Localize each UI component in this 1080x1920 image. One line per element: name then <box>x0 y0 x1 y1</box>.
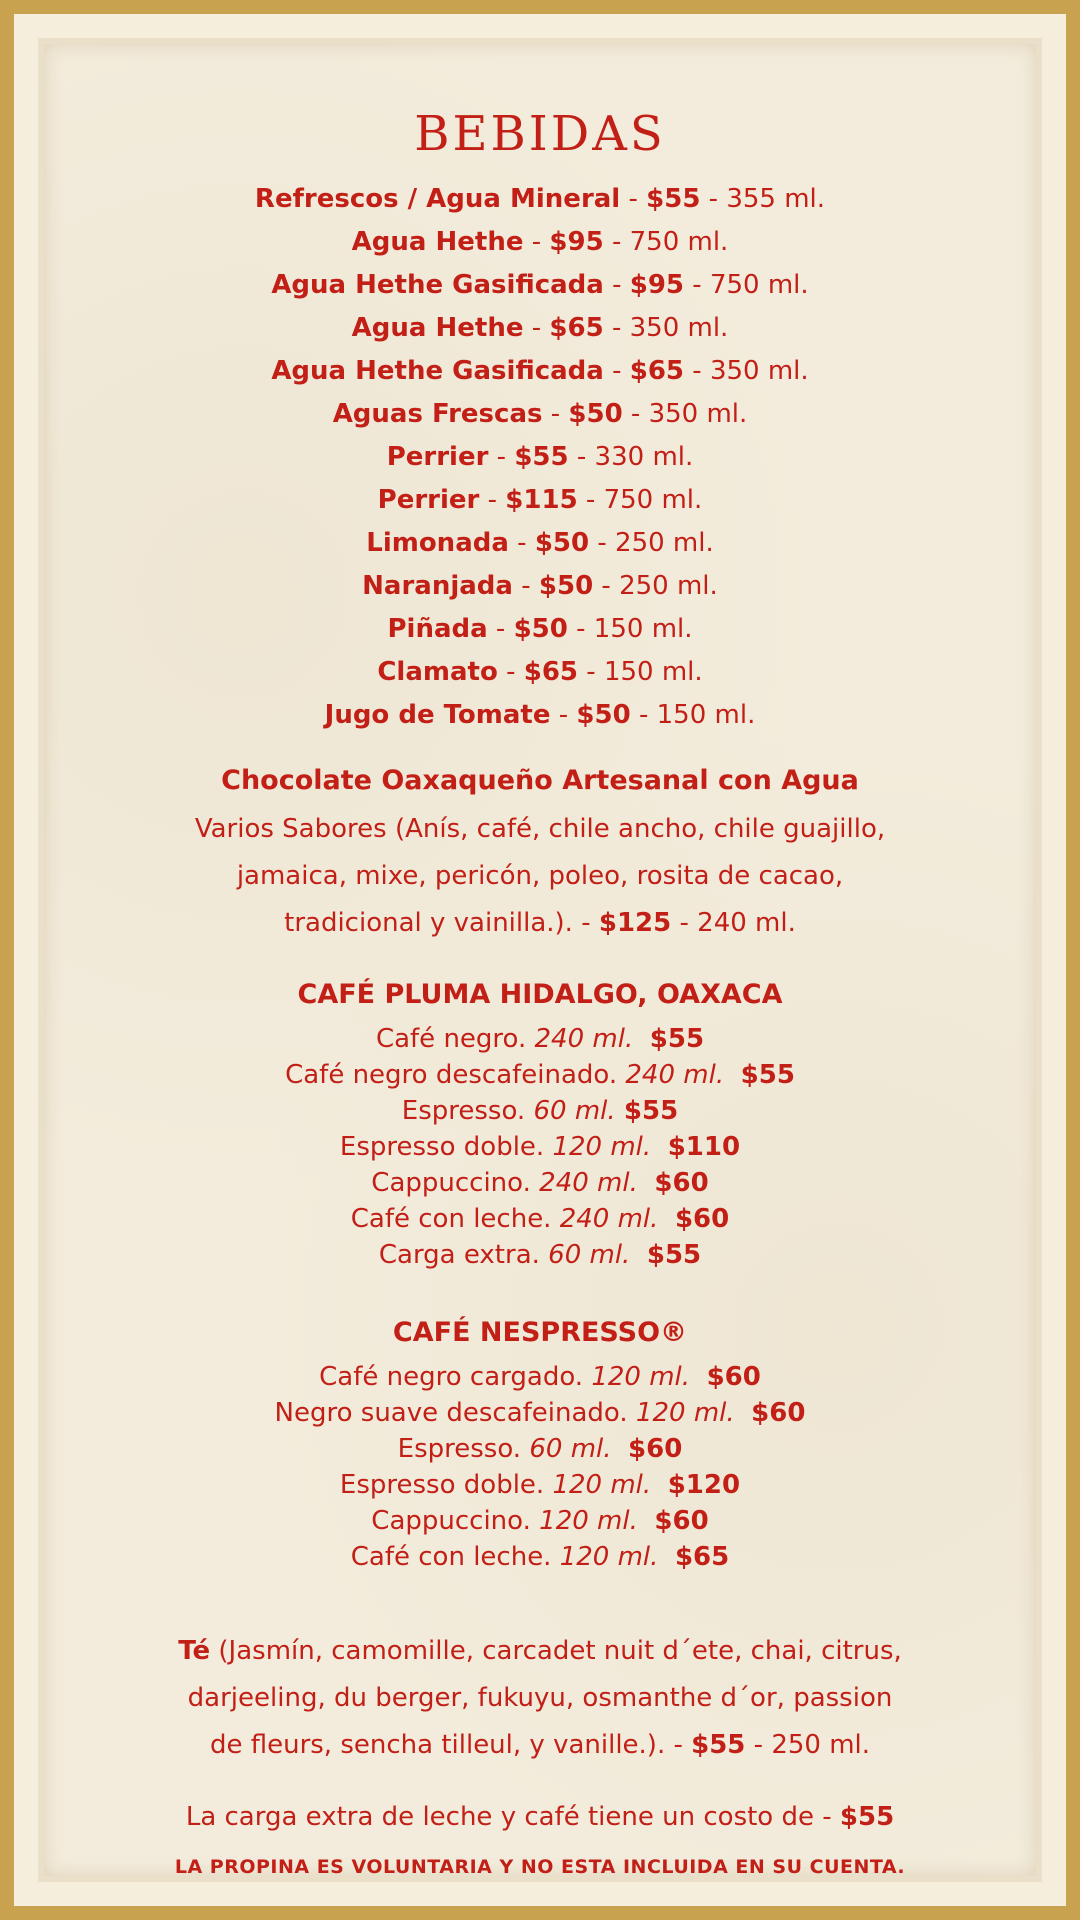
drink-item: Jugo de Tomate - $50 - 150 ml. <box>324 700 756 730</box>
drink-item: Agua Hethe Gasificada - $95 - 750 ml. <box>271 270 809 300</box>
drink-price: $95 <box>629 270 685 300</box>
drink-price: $50 <box>513 614 568 644</box>
coffee-name: Café con leche. <box>350 1542 560 1572</box>
drink-size: 750 ml. <box>709 270 809 300</box>
coffee-size: 240 ml. <box>539 1168 638 1198</box>
coffee-name: Espresso doble. <box>339 1470 553 1500</box>
drink-size: 150 ml. <box>656 700 756 730</box>
drink-size: 350 ml. <box>648 399 748 429</box>
coffee-size: 60 ml. <box>533 1096 616 1126</box>
coffee-price: $110 <box>667 1132 741 1162</box>
drink-item: Aguas Frescas - $50 - 350 ml. <box>332 399 748 429</box>
te-price: $55 <box>691 1730 746 1760</box>
drink-price: $50 <box>568 399 623 429</box>
drink-size: 350 ml. <box>709 356 809 386</box>
coffee-item <box>44 1204 1036 1234</box>
drink-name: Aguas Frescas <box>332 399 543 429</box>
coffee-name: Espresso doble. <box>339 1132 553 1162</box>
coffee-price: $65 <box>674 1542 730 1572</box>
drink-name: Agua Hethe Gasificada <box>271 356 604 386</box>
drink-name: Limonada <box>366 528 509 558</box>
drink-item: Piñada - $50 - 150 ml. <box>387 614 693 644</box>
coffee-name: Café negro. <box>375 1024 535 1054</box>
drink-item: Clamato - $65 - 150 ml. <box>377 657 703 687</box>
coffee-size: 240 ml. <box>559 1204 659 1234</box>
menu-title: BEBIDAS <box>414 106 666 162</box>
coffee-price: $60 <box>706 1362 761 1392</box>
te-desc-text: de fleurs, sencha tilleul, y vanille.). - <box>209 1730 692 1760</box>
drink-name: Naranjada <box>362 571 513 601</box>
coffee-price: $60 <box>628 1434 683 1464</box>
coffee-item <box>44 1240 1036 1270</box>
coffee-size: 120 ml. <box>635 1398 735 1428</box>
drink-name: Clamato <box>377 657 498 687</box>
drink-name: Jugo de Tomate <box>324 700 551 730</box>
drink-item: Perrier - $55 - 330 ml. <box>386 442 694 472</box>
cafe-nespresso-heading: CAFÉ NESPRESSO® <box>392 1317 688 1348</box>
menu-frame <box>14 14 1066 1906</box>
drink-name: Perrier <box>386 442 489 472</box>
drink-size: 150 ml. <box>593 614 693 644</box>
drink-item: Agua Hethe - $65 - 350 ml. <box>351 313 729 343</box>
coffee-size: 120 ml. <box>559 1542 659 1572</box>
coffee-name: Café negro descafeinado. <box>285 1060 626 1090</box>
drink-item: Agua Hethe - $95 - 750 ml. <box>351 227 729 257</box>
cafe-pluma-heading: CAFÉ PLUMA HIDALGO, OAXACA <box>297 979 783 1010</box>
coffee-size: 60 ml. <box>529 1434 612 1464</box>
coffee-name: Negro suave descafeinado. <box>274 1398 636 1428</box>
chocolate-desc-text: tradicional y vainilla.). - <box>284 908 599 938</box>
coffee-name: Cappuccino. <box>371 1506 540 1536</box>
chocolate-size: - 240 ml. <box>671 908 796 938</box>
chocolate-price: $125 <box>598 908 672 938</box>
te-size: - 250 ml. <box>745 1730 871 1760</box>
drink-price: $55 <box>646 184 701 214</box>
extra-charge-text: La carga extra de leche y café tiene un costo de - <box>185 1802 840 1832</box>
drink-name: Perrier <box>377 485 480 515</box>
drink-price: $65 <box>629 356 685 386</box>
coffee-price: $55 <box>740 1060 795 1090</box>
coffee-price: $60 <box>654 1506 709 1536</box>
drink-size: 355 ml. <box>726 184 826 214</box>
drink-item: Agua Hethe Gasificada - $65 - 350 ml. <box>271 356 809 386</box>
drink-price: $50 <box>576 700 631 730</box>
drink-size: 750 ml. <box>629 227 729 257</box>
drink-price: $55 <box>514 442 569 472</box>
coffee-name: Espresso. <box>397 1434 530 1464</box>
chocolate-heading: Chocolate Oaxaqueño Artesanal con Agua <box>221 765 859 796</box>
coffee-item <box>44 1132 1036 1162</box>
coffee-price: $60 <box>654 1168 709 1198</box>
te-desc-line <box>44 1636 1036 1666</box>
menu-content <box>44 44 1036 1876</box>
drink-size: 250 ml. <box>619 571 718 601</box>
drink-price: $95 <box>549 227 604 257</box>
drink-price: $50 <box>538 571 594 601</box>
coffee-size: 120 ml. <box>552 1132 652 1162</box>
coffee-item <box>44 1024 1036 1054</box>
extra-charge-note <box>44 1802 1036 1832</box>
drink-item: Refrescos / Agua Mineral - $55 - 355 ml. <box>254 184 826 214</box>
coffee-name: Café negro cargado. <box>319 1362 592 1392</box>
coffee-item <box>44 1542 1036 1572</box>
coffee-price: $60 <box>751 1398 806 1428</box>
drink-price: $65 <box>523 657 579 687</box>
drink-name: Agua Hethe <box>351 313 524 343</box>
drink-price: $50 <box>534 528 590 558</box>
te-desc-text: (Jasmín, camomille, carcadet nuit d´ete, chai, citrus, <box>210 1636 902 1666</box>
drink-price: $115 <box>505 485 578 515</box>
menu-paper <box>38 38 1042 1882</box>
coffee-item <box>44 1434 1036 1464</box>
coffee-item <box>44 1168 1036 1198</box>
drink-item: Naranjada - $50 - 250 ml. <box>362 571 718 601</box>
te-desc-line <box>44 1730 1036 1760</box>
chocolate-desc-line: jamaica, mixe, pericón, poleo, rosita de cacao, <box>236 861 844 891</box>
drink-size: 250 ml. <box>615 528 714 558</box>
coffee-name: Carga extra. <box>378 1240 549 1270</box>
coffee-size: 120 ml. <box>539 1506 638 1536</box>
coffee-item <box>44 1506 1036 1536</box>
drink-size: 350 ml. <box>629 313 729 343</box>
coffee-price: $60 <box>674 1204 730 1234</box>
drink-size: 330 ml. <box>594 442 694 472</box>
te-label: Té <box>178 1636 211 1666</box>
coffee-name: Cappuccino. <box>371 1168 540 1198</box>
coffee-size: 60 ml. <box>548 1240 631 1270</box>
drink-item: Perrier - $115 - 750 ml. <box>377 485 703 515</box>
coffee-item <box>44 1060 1036 1090</box>
chocolate-desc-line: Varios Sabores (Anís, café, chile ancho, chile guajillo, <box>194 814 886 844</box>
coffee-size: 120 ml. <box>591 1362 691 1392</box>
coffee-name: Espresso. <box>401 1096 534 1126</box>
coffee-size: 120 ml. <box>552 1470 652 1500</box>
coffee-price: $55 <box>646 1240 702 1270</box>
coffee-price: $120 <box>667 1470 741 1500</box>
coffee-size: 240 ml. <box>534 1024 634 1054</box>
coffee-item <box>44 1470 1036 1500</box>
drink-size: 750 ml. <box>603 485 703 515</box>
drink-name: Agua Hethe Gasificada <box>271 270 604 300</box>
drink-name: Refrescos / Agua Mineral <box>254 184 621 214</box>
coffee-name: Café con leche. <box>350 1204 560 1234</box>
coffee-price: $55 <box>623 1096 679 1126</box>
drink-item: Limonada - $50 - 250 ml. <box>366 528 714 558</box>
coffee-item <box>44 1096 1036 1126</box>
coffee-price: $55 <box>649 1024 705 1054</box>
chocolate-desc-line <box>44 908 1036 938</box>
extra-charge-price: $55 <box>839 1802 895 1832</box>
drink-name: Piñada <box>387 614 488 644</box>
drink-size: 150 ml. <box>603 657 703 687</box>
tip-note: LA PROPINA ES VOLUNTARIA Y NO ESTA INCLUIDA EN SU CUENTA. <box>174 1856 906 1878</box>
drink-price: $65 <box>549 313 604 343</box>
te-desc-line: darjeeling, du berger, fukuyu, osmanthe d´or, passion <box>187 1683 893 1713</box>
coffee-item <box>44 1398 1036 1428</box>
coffee-item <box>44 1362 1036 1392</box>
drink-name: Agua Hethe <box>351 227 524 257</box>
coffee-size: 240 ml. <box>625 1060 725 1090</box>
